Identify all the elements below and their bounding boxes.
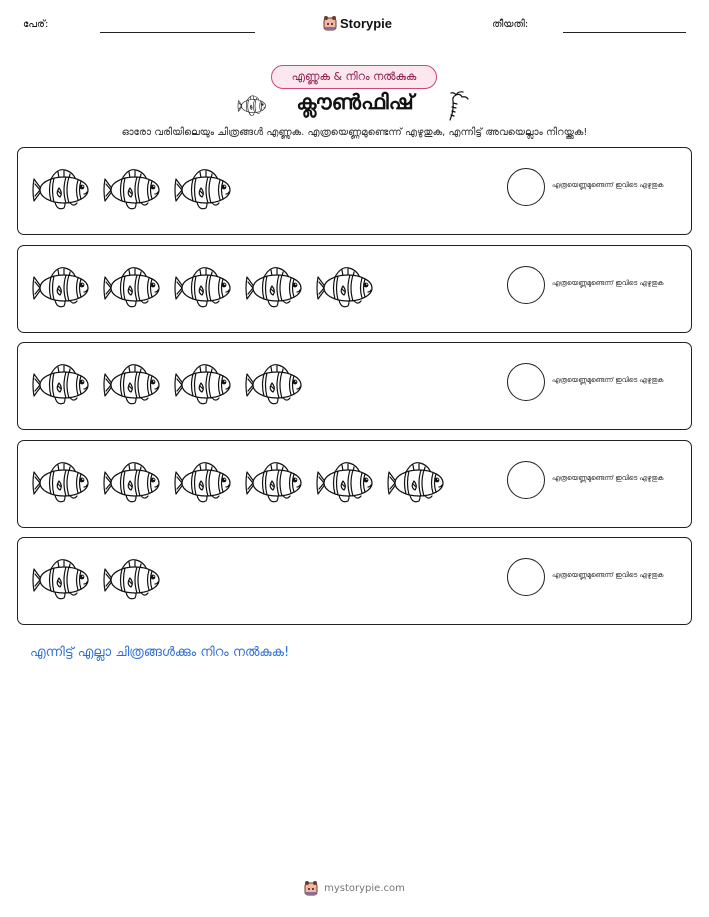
answer-hint: എത്രയെണ്ണമുണ്ടെന്ന് ഇവിടെ എഴുതുക — [552, 181, 664, 189]
clownfish-icon — [31, 262, 91, 314]
clownfish-icon — [173, 262, 233, 314]
clownfish-icon — [173, 359, 233, 411]
answer-circle[interactable] — [507, 461, 545, 499]
storypie-mascot-icon — [304, 880, 318, 896]
instructions-text: ഓരോ വരിയിലെയും ചിത്രങ്ങൾ എണ്ണുക. എത്രയെണ്ണമുണ്ടെന്ന് എഴുതുക, എന്നിട്ട് അവയെല്ലാം നിറയ്ക്കുക! — [121, 127, 588, 138]
clownfish-icon — [31, 359, 91, 411]
clownfish-icon — [102, 262, 162, 314]
count-row — [17, 537, 692, 625]
title-row — [230, 90, 480, 122]
clownfish-icon — [102, 457, 162, 509]
answer-hint: എത്രയെണ്ണമുണ്ടെന്ന് ഇവിടെ എഴുതുക — [552, 279, 664, 287]
clownfish-icon — [31, 457, 91, 509]
brand-name: Storypie — [340, 15, 393, 31]
answer-circle[interactable] — [507, 266, 545, 304]
date-label: തീയതി: — [492, 19, 529, 30]
color-prompt: എന്നിട്ട് എല്ലാ ചിത്രങ്ങൾക്കും നിറം നൽകുക! — [30, 645, 290, 660]
worksheet-header — [0, 0, 709, 50]
count-row — [17, 342, 692, 430]
clownfish-icon — [173, 164, 233, 216]
clownfish-icon — [31, 164, 91, 216]
activity-badge-text: എണ്ണുക & നിറം നൽകുക — [291, 70, 417, 83]
answer-hint: എത്രയെണ്ണമുണ്ടെന്ന് ഇവിടെ എഴുതുക — [552, 474, 664, 482]
clownfish-icon — [244, 457, 304, 509]
sea-anemone-icon — [444, 91, 472, 121]
fish-group — [31, 554, 162, 606]
page-title: ക്ലൗൺഫിഷ് — [296, 90, 414, 114]
footer — [0, 880, 709, 896]
clownfish-icon — [236, 93, 268, 119]
name-label: പേര്: — [23, 19, 49, 30]
clownfish-icon — [102, 359, 162, 411]
fish-group — [31, 359, 304, 411]
clownfish-icon — [31, 554, 91, 606]
answer-circle[interactable] — [507, 558, 545, 596]
count-row — [17, 245, 692, 333]
name-write-line[interactable] — [100, 32, 255, 33]
count-row — [17, 440, 692, 528]
clownfish-icon — [386, 457, 446, 509]
brand-logo — [323, 12, 392, 34]
count-row — [17, 147, 692, 235]
fish-group — [31, 262, 375, 314]
clownfish-icon — [315, 262, 375, 314]
clownfish-icon — [102, 554, 162, 606]
clownfish-icon — [244, 262, 304, 314]
date-write-line[interactable] — [563, 32, 686, 33]
answer-circle[interactable] — [507, 168, 545, 206]
answer-circle[interactable] — [507, 363, 545, 401]
clownfish-icon — [315, 457, 375, 509]
clownfish-icon — [173, 457, 233, 509]
fish-group — [31, 457, 446, 509]
footer-site-link[interactable]: mystorypie.com — [324, 882, 405, 894]
storypie-mascot-icon — [323, 15, 337, 31]
clownfish-icon — [244, 359, 304, 411]
fish-group — [31, 164, 233, 216]
answer-hint: എത്രയെണ്ണമുണ്ടെന്ന് ഇവിടെ എഴുതുക — [552, 376, 664, 384]
clownfish-icon — [102, 164, 162, 216]
answer-hint: എത്രയെണ്ണമുണ്ടെന്ന് ഇവിടെ എഴുതുക — [552, 571, 664, 579]
activity-badge — [271, 65, 437, 89]
